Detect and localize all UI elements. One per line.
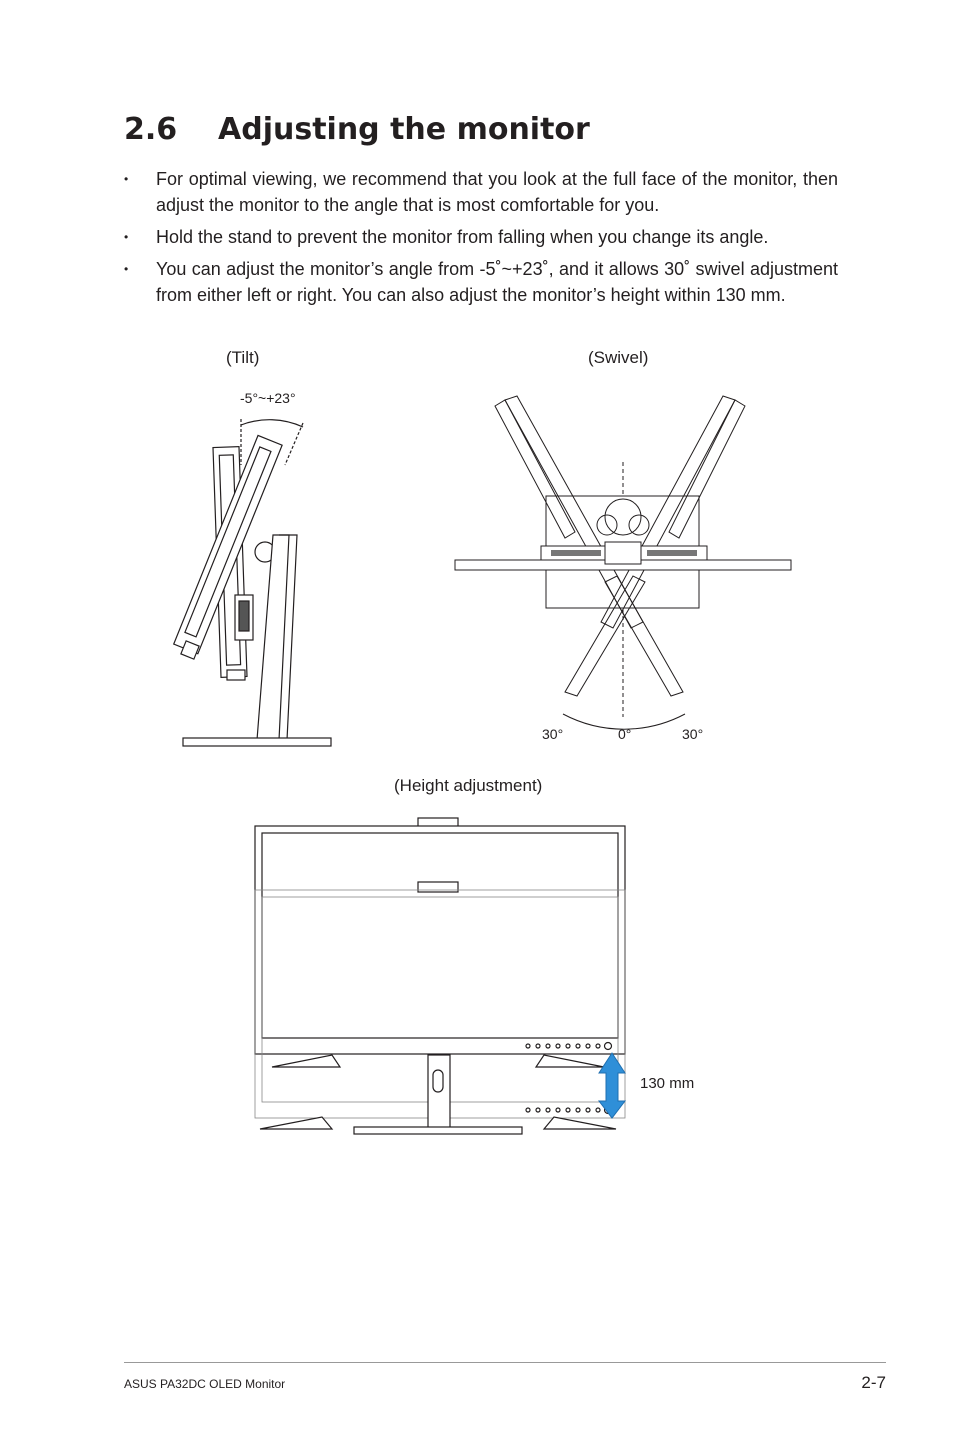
bullet-marker: • <box>124 262 129 276</box>
tilt-illustration <box>175 405 335 750</box>
bullet-text: You can adjust the monitor’s angle from -5˚~+23˚, and it allows 30˚ swivel adjustment from either left or right. You can also adjust the monitor’s height within 130 mm. <box>156 259 838 305</box>
section-number: 2.6 <box>124 112 178 147</box>
height-illustration <box>252 815 632 1140</box>
bullet-marker: • <box>124 172 129 186</box>
height-arrow <box>599 1053 625 1118</box>
footer-product: ASUS PA32DC OLED Monitor <box>124 1377 286 1391</box>
bullet-list <box>124 166 838 314</box>
height-range-label: 130 mm <box>640 1075 695 1092</box>
page-number: 2-7 <box>861 1373 886 1392</box>
swivel-illustration <box>455 392 795 722</box>
height-label: (Height adjustment) <box>394 776 543 795</box>
swivel-label: (Swivel) <box>588 348 649 367</box>
bullet-text: Hold the stand to prevent the monitor from falling when you change its angle. <box>156 227 769 247</box>
swivel-left-angle: 30° <box>542 726 564 742</box>
tilt-label: (Tilt) <box>226 348 260 367</box>
section-title <box>124 112 590 147</box>
swivel-right-angle: 30° <box>682 726 704 742</box>
bullet-item <box>124 256 838 308</box>
bullet-marker: • <box>124 230 129 244</box>
section-heading: Adjusting the monitor <box>218 112 590 147</box>
bullet-item <box>124 166 838 218</box>
bullet-item <box>124 224 838 250</box>
swivel-center-angle: 0° <box>618 726 632 742</box>
tilt-range-label: -5°~+23° <box>240 390 296 406</box>
bullet-text: For optimal viewing, we recommend that you look at the full face of the monitor, then adjust the monitor to the angle that is most comfortable for you. <box>156 169 838 215</box>
footer-divider <box>124 1362 886 1363</box>
